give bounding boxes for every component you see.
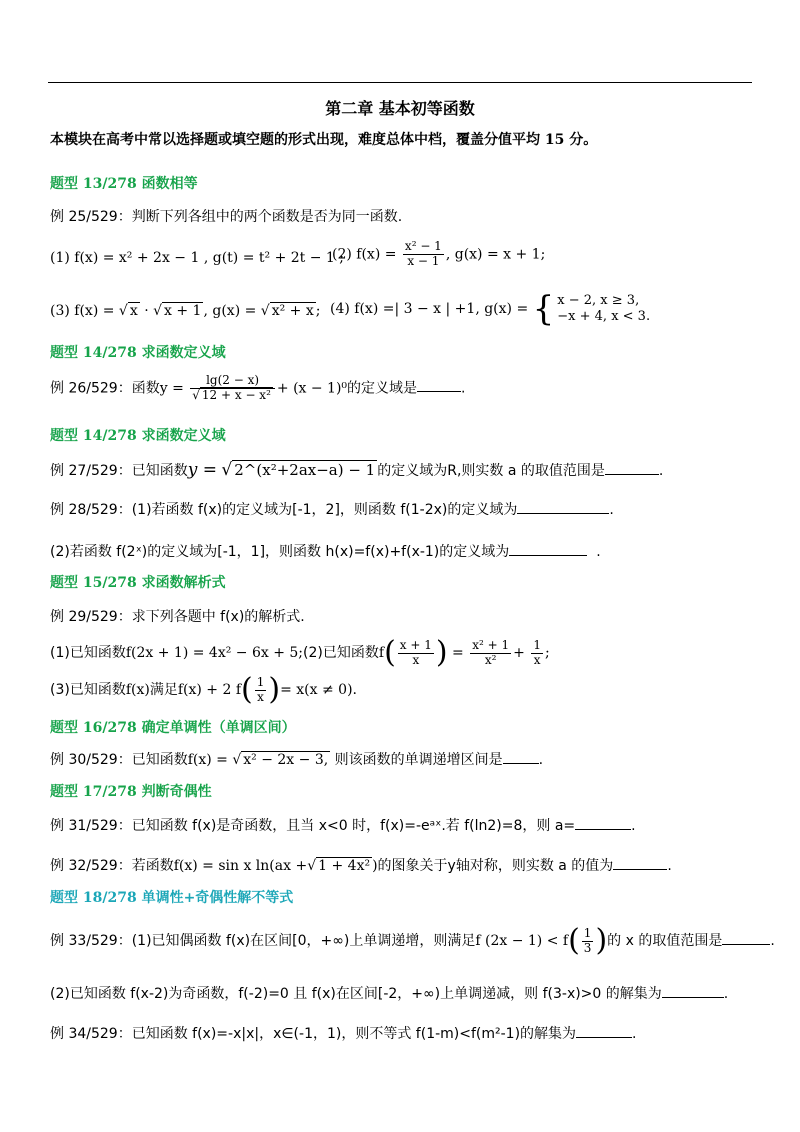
example-number: 例 34/529：	[50, 1026, 132, 1042]
period: .	[632, 1026, 637, 1042]
formula-text: ;	[544, 645, 550, 661]
sqrt-sign: √	[153, 303, 163, 319]
answer-blank	[613, 869, 667, 870]
formula-text: (4) f(x) =| 3 − x | +1, g(x) =	[330, 301, 529, 317]
example-33-part-1	[50, 923, 775, 958]
radicand: x² − 2x − 3,	[243, 752, 329, 768]
example-number: 例 28/529：	[50, 502, 132, 518]
section-heading-13: 题型 13/278 函数相等	[50, 176, 198, 192]
numerator: lg(2 − x)	[190, 374, 275, 389]
example-text: 已知函数	[131, 752, 188, 768]
case-1: x − 2, x ≥ 3,	[557, 292, 640, 308]
radicand: x + 1	[164, 303, 202, 319]
formula-text: (3) f(x) =	[50, 303, 115, 319]
numerator: x² − 1	[404, 239, 442, 253]
example-number: 例 31/529：	[50, 818, 132, 834]
answer-blank	[575, 829, 631, 830]
fraction	[531, 639, 543, 668]
denominator: x	[257, 689, 264, 704]
fraction	[582, 927, 594, 956]
section-heading-14b: 题型 14/278 求函数定义域	[50, 428, 226, 444]
e25-item-2	[332, 240, 545, 269]
numerator: 1	[533, 637, 541, 652]
answer-blank	[417, 391, 461, 392]
formula-y: y =	[187, 460, 217, 480]
denominator: x²	[484, 652, 497, 667]
example-text: 若函数	[131, 858, 174, 874]
example-32	[50, 858, 672, 875]
answer-blank	[576, 1037, 632, 1038]
formula-text: )	[372, 858, 378, 874]
example-25	[50, 209, 402, 226]
example-text: 则该函数的单调递增区间是	[334, 752, 503, 768]
example-28-part-2	[50, 544, 601, 561]
dot: ·	[139, 303, 154, 319]
answer-blank	[517, 513, 609, 514]
answer-blank	[509, 555, 587, 556]
section-heading-14a: 题型 14/278 求函数定义域	[50, 345, 226, 361]
formula-text: f(x) = sin x ln(ax +	[173, 858, 308, 874]
period: .	[667, 858, 672, 874]
fraction	[470, 639, 511, 668]
formula-text: f(x) + 2 f	[177, 682, 242, 698]
section-heading-18: 题型 18/278 单调性+奇偶性解不等式	[50, 890, 294, 906]
item-label: 满足	[149, 682, 178, 698]
formula-text: f(x) =	[187, 752, 228, 768]
numerator: x + 1	[399, 637, 432, 652]
period: .	[658, 463, 664, 479]
example-text: (1)若函数 f(x)的定义域为[-1，2]，则函数 f(1-2x)的定义域为	[131, 502, 518, 518]
radicand: x² + x	[271, 303, 314, 319]
period: .	[596, 544, 601, 560]
piecewise	[532, 289, 651, 329]
formula-text: (2) f(x) =	[332, 246, 397, 263]
chapter-title: 第二章 基本初等函数	[325, 99, 475, 118]
chapter-intro: 本模块在高考中常以选择题或填空题的形式出现，难度总体中档，覆盖分值平均 15 分。	[50, 132, 598, 148]
fraction	[190, 374, 275, 403]
paren: (	[568, 923, 580, 958]
e25-item-1: (1) f(x) = x² + 2x − 1 , g(t) = t² + 2t − 1 ;	[50, 250, 344, 266]
example-text: 求下列各题中 f(x)的解析式.	[131, 609, 305, 625]
e25-item-3	[50, 303, 320, 320]
radicand: 2^(x²+2ax−a) − 1	[234, 461, 376, 479]
sqrt-sign: √	[260, 303, 270, 319]
example-text: 的图象关于y轴对称，则实数 a 的值为	[377, 858, 614, 874]
e25-item-4	[330, 289, 651, 329]
sqrt-sign: √	[307, 858, 317, 874]
answer-blank	[722, 944, 770, 945]
example-33-part-2	[50, 986, 728, 1003]
example-30	[50, 752, 543, 769]
example-text: 已知函数	[131, 463, 188, 479]
numerator: x² + 1	[472, 637, 510, 652]
answer-blank	[662, 997, 724, 998]
paren: (	[384, 635, 396, 670]
sqrt-sign: √	[118, 303, 128, 319]
answer-blank	[605, 474, 659, 475]
section-heading-17: 题型 17/278 判断奇偶性	[50, 784, 212, 800]
sqrt-sign: √	[232, 752, 242, 768]
example-number: 例 27/529：	[50, 463, 132, 479]
case-2: −x + 4, x < 3.	[557, 309, 651, 324]
period: .	[631, 818, 636, 834]
formula-text: = x(x ≠ 0).	[280, 682, 357, 698]
cases	[557, 293, 650, 326]
example-number: 例 25/529：	[50, 209, 132, 225]
formula-y: y =	[159, 380, 184, 397]
example-31	[50, 818, 636, 835]
paren: (	[241, 672, 253, 707]
period: .	[461, 380, 466, 397]
numerator: 1	[256, 674, 265, 689]
brace: {	[532, 289, 555, 329]
formula-text: + (x − 1)⁰	[276, 380, 348, 397]
example-number: 例 26/529：	[50, 380, 132, 397]
answer-blank	[503, 763, 539, 764]
section-heading-15: 题型 15/278 求函数解析式	[50, 575, 226, 591]
formula-text: f(2x + 1) = 4x² − 6x + 5;	[125, 645, 304, 661]
section-heading-16: 题型 16/278 确定单调性（单调区间）	[50, 720, 296, 736]
example-text: 判断下列各组中的两个函数是否为同一函数.	[131, 209, 403, 225]
example-text: 已知函数 f(x)是奇函数，且当 x<0 时，f(x)=-eᵃˣ.若 f(ln2)=8，则 a=	[131, 818, 576, 834]
e29-line-1	[50, 635, 550, 670]
formula-text: ;	[315, 303, 321, 319]
radicand: 1 + 4x²	[318, 858, 371, 874]
paren: )	[268, 672, 281, 707]
denominator: x	[533, 652, 541, 667]
example-text: (2)已知函数 f(x-2)为奇函数，f(-2)=0 且 f(x)在区间[-2，+∞)上单调递减，则 f(3-x)>0 的解集为	[50, 986, 662, 1002]
radicand: x	[129, 303, 138, 319]
paren: )	[595, 923, 608, 958]
formula-text: f (2x − 1) < f	[475, 933, 569, 949]
example-27	[50, 460, 663, 480]
formula-text: f	[378, 645, 385, 661]
denominator: x	[412, 652, 420, 667]
paren: )	[435, 635, 448, 670]
example-26	[50, 374, 466, 403]
period: .	[538, 752, 544, 768]
example-text: (1)已知偶函数 f(x)在区间[0，+∞)上单调递增，则满足	[131, 933, 476, 949]
example-34	[50, 1026, 637, 1043]
example-number: 例 29/529：	[50, 609, 132, 625]
e29-line-2	[50, 672, 357, 707]
item-label: (1)已知函数	[50, 645, 126, 661]
fraction	[403, 240, 444, 269]
period: .	[609, 502, 614, 518]
formula-text: f(x)	[125, 682, 150, 698]
example-number: 例 30/529：	[50, 752, 132, 768]
formula-text: , g(x) =	[203, 303, 257, 319]
item-label: (3)已知函数	[50, 682, 126, 698]
example-text: 的定义域为R,则实数 a 的取值范围是	[377, 463, 605, 479]
example-29	[50, 609, 305, 626]
fraction	[398, 639, 434, 668]
period: .	[723, 986, 729, 1002]
denominator: √ 12 + x − x²	[192, 387, 271, 402]
item-label: (2)已知函数	[303, 645, 379, 661]
example-text: 已知函数 f(x)=-x|x|，x∈(-1，1)，则不等式 f(1-m)<f(m²-1)的解集为	[131, 1026, 577, 1042]
numerator: 1	[583, 925, 592, 940]
denominator: x − 1	[407, 253, 440, 268]
period: .	[770, 933, 775, 949]
sqrt-sign: √	[221, 460, 233, 480]
example-28-part-1	[50, 502, 614, 519]
fraction	[255, 676, 267, 705]
example-number: 例 33/529：	[50, 933, 132, 949]
example-text: 函数	[131, 380, 160, 397]
formula-text: =	[452, 645, 464, 661]
formula-text: , g(x) = x + 1;	[445, 246, 546, 263]
formula-text: +	[513, 645, 525, 661]
example-text: (2)若函数 f(2ˣ)的定义域为[-1，1]，则函数 h(x)=f(x)+f(x-1)的定义域为	[50, 544, 510, 560]
example-text: 的定义域是	[347, 380, 418, 397]
top-rule	[48, 82, 752, 83]
example-text: 的 x 的取值范围是	[607, 933, 723, 949]
denominator: 3	[583, 940, 592, 955]
example-number: 例 32/529：	[50, 858, 132, 874]
